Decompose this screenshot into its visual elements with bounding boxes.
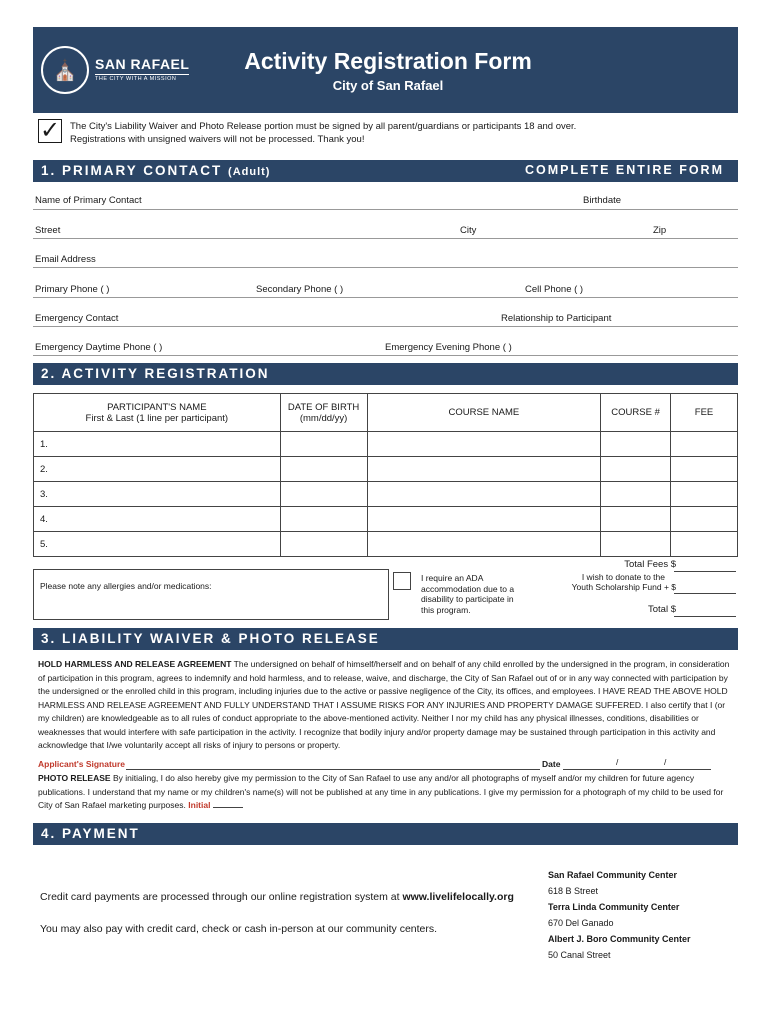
ada-checkbox[interactable] [393, 572, 411, 590]
donate-row[interactable] [540, 582, 736, 596]
street-label: Street [35, 225, 61, 236]
fee-cell[interactable] [671, 432, 738, 457]
row-number: 5. [34, 532, 281, 557]
table-row[interactable] [34, 432, 738, 457]
allergies-box[interactable] [33, 569, 389, 620]
relationship-label: Relationship to Participant [501, 313, 612, 324]
complete-entire-form: COMPLETE ENTIRE FORM [524, 163, 724, 177]
community-centers [548, 867, 691, 963]
registration-link[interactable]: www.livelifelocally.org [402, 891, 514, 903]
in-person-text: You may also pay with credit card, check or cash in-person at our community centers. [40, 923, 438, 935]
course-num-cell[interactable] [601, 432, 671, 457]
row-number: 4. [34, 507, 281, 532]
center-address: 50 Canal Street [548, 950, 611, 960]
section-payment-header [33, 823, 738, 845]
fee-cell[interactable] [671, 532, 738, 557]
fee-cell[interactable] [671, 507, 738, 532]
total-line [674, 616, 736, 617]
donate-line-1: I wish to donate to the [581, 572, 665, 582]
course-cell[interactable] [367, 432, 601, 457]
cell-phone-label: Cell Phone ( ) [525, 284, 584, 295]
field-line [33, 209, 738, 210]
city-label: City [460, 225, 477, 236]
course-num-cell[interactable] [601, 507, 671, 532]
hold-harmless-label: HOLD HARMLESS AND RELEASE AGREEMENT [38, 659, 232, 669]
city-seal-icon: ⛪ [41, 46, 89, 94]
col-dob-line-1: DATE OF BIRTH [287, 401, 360, 413]
donate-line-2: Youth Scholarship Fund + $ [571, 582, 676, 592]
field-row-emergency-phones[interactable] [33, 342, 738, 356]
total-fees-label: Total Fees $ [624, 559, 676, 570]
fee-cell[interactable] [671, 457, 738, 482]
fee-cell[interactable] [671, 482, 738, 507]
secondary-phone-label: Secondary Phone ( ) [256, 284, 344, 295]
row-number: 1. [34, 432, 281, 457]
notice-line-1: The City's Liability Waiver and Photo Release portion must be signed by all parent/guardians or participants 18 and over. [70, 121, 577, 132]
date-slash: / [664, 757, 667, 767]
section-primary-contact-header [33, 160, 738, 182]
date-slash: / [616, 757, 619, 767]
allergies-label: Please note any allergies and/or medications: [40, 581, 212, 591]
field-row-phones[interactable] [33, 284, 738, 298]
col-dob [280, 394, 367, 432]
field-line [33, 267, 738, 268]
table-row[interactable] [34, 507, 738, 532]
field-row-email[interactable] [33, 254, 738, 268]
center-address: 670 Del Ganado [548, 918, 614, 928]
center-address: 618 B Street [548, 886, 599, 896]
col-course: COURSE NAME [367, 394, 601, 432]
center-name: San Rafael Community Center [548, 870, 678, 880]
field-line [33, 297, 738, 298]
credit-card-label: Credit card payments are processed through our online registration system at [40, 891, 403, 903]
initial-line[interactable] [213, 807, 243, 808]
birthdate-label: Birthdate [583, 195, 622, 206]
table-row[interactable] [34, 482, 738, 507]
dob-cell[interactable] [280, 532, 367, 557]
course-cell[interactable] [367, 482, 601, 507]
checkmark-icon: ✓ [39, 117, 61, 144]
photo-release-text [38, 772, 733, 813]
total-label: Total $ [648, 604, 676, 615]
field-row-address[interactable] [33, 225, 738, 239]
date-line [563, 769, 711, 770]
activity-table-header [34, 394, 738, 432]
row-number: 2. [34, 457, 281, 482]
name-label: Name of Primary Contact [35, 195, 142, 206]
logo-tagline: THE CITY WITH A MISSION [95, 74, 189, 83]
table-row[interactable] [34, 532, 738, 557]
center-name: Albert J. Boro Community Center [548, 934, 691, 944]
col-participant [34, 394, 281, 432]
table-row[interactable] [34, 457, 738, 482]
col-dob-line-2: (mm/dd/yy) [299, 412, 348, 424]
field-row-name[interactable] [33, 195, 738, 209]
section-waiver-header [33, 628, 738, 650]
emergency-contact-label: Emergency Contact [35, 313, 119, 324]
city-logo [41, 35, 191, 105]
zip-label: Zip [653, 225, 667, 236]
course-num-cell[interactable] [601, 482, 671, 507]
total-row[interactable] [540, 604, 736, 618]
center-name: Terra Linda Community Center [548, 902, 680, 912]
course-cell[interactable] [367, 457, 601, 482]
form-title: Activity Registration Form [244, 48, 532, 74]
emergency-eve-label: Emergency Evening Phone ( ) [385, 342, 512, 353]
primary-phone-label: Primary Phone ( ) [35, 284, 110, 295]
logo-name: SAN RAFAEL [95, 56, 190, 73]
donate-line [674, 593, 736, 594]
form-header [33, 27, 738, 113]
field-line [33, 238, 738, 239]
dob-cell[interactable] [280, 432, 367, 457]
row-number: 3. [34, 482, 281, 507]
date-label: Date [542, 759, 561, 769]
hold-harmless-body: The undersigned on behalf of himself/herself and on behalf of any child enrolled by the undersigned in the program, in consideration of participation in this program, agrees to indemnify and hold harmless, and to release, waive, and discharge, the City of San Rafael out of or in any way connected with participation by the undersigned or the enrolled child in this program, including injuries due to the active or passive negligence of the City, its offices, and employees. I HAVE READ THE ABOVE HOLD HARMLESS AND RELEASE AGREEMENT AND FULLY UNDERSTAND THAT I ASSUME RISKS FOR ANY INJURIES AND PROPERTY DAMAGE SUFFERED. I also certify that I (or my children) are knowledgeable as to all rules of conduct appropriate to the above-mentioned activity. Neither I nor my child has any physical illnesses, conditions, disabilities or weaknesses that would interfere with safe participation in the activity. I recognize that bodily injury and/or property damage may be sustained through participation in this activity and acknowledge that I/we voluntarily accept all risks of injury to persons or property. [38, 659, 730, 750]
course-num-cell[interactable] [601, 532, 671, 557]
course-cell[interactable] [367, 532, 601, 557]
section-2-title: 2. ACTIVITY REGISTRATION [41, 366, 270, 381]
dob-cell[interactable] [280, 457, 367, 482]
hold-harmless-text [38, 658, 733, 753]
section-4-title: 4. PAYMENT [41, 826, 140, 841]
email-label: Email Address [35, 254, 96, 265]
section-1-title: 1. PRIMARY CONTACT [41, 163, 223, 178]
section-1-suffix: (Adult) [228, 166, 271, 178]
field-line [33, 326, 738, 327]
form-subtitle: City of San Rafael [332, 78, 444, 93]
field-line [33, 355, 738, 356]
col-participant-line-2: First & Last (1 line per participant) [85, 412, 229, 424]
dob-cell[interactable] [280, 482, 367, 507]
total-fees-row[interactable] [540, 559, 736, 573]
col-course-num: COURSE # [601, 394, 671, 432]
ada-label: I require an ADA accommodation due to a disability to participate in this program. [421, 573, 515, 615]
section-activity-header [33, 363, 738, 385]
course-num-cell[interactable] [601, 457, 671, 482]
signature-label: Applicant's Signature [38, 759, 126, 769]
field-row-emergency[interactable] [33, 313, 738, 327]
signature-row[interactable] [38, 759, 738, 772]
col-participant-line-1: PARTICIPANT'S NAME [107, 401, 207, 413]
signature-line [126, 769, 540, 770]
photo-release-label: PHOTO RELEASE [38, 773, 111, 783]
initial-label: Initial [188, 800, 211, 810]
col-fee: FEE [671, 394, 738, 432]
course-cell[interactable] [367, 507, 601, 532]
emergency-day-label: Emergency Daytime Phone ( ) [35, 342, 163, 353]
credit-card-text [40, 891, 514, 903]
total-fees-line [674, 571, 736, 572]
photo-release-body: By initialing, I do also hereby give my permission to the City of San Rafael to use any and/or all photographs of myself and/or my children for future agency publications. I understand that my name or my children's name(s) will not be published at any time in any publications. I give my permission for a photograph of my child to be used for City of San Rafael marketing purposes. [38, 773, 724, 810]
activity-table [33, 393, 738, 557]
dob-cell[interactable] [280, 507, 367, 532]
section-3-title: 3. LIABILITY WAIVER & PHOTO RELEASE [41, 631, 380, 646]
notice-line-2: Registrations with unsigned waivers will not be processed. Thank you! [70, 134, 365, 145]
